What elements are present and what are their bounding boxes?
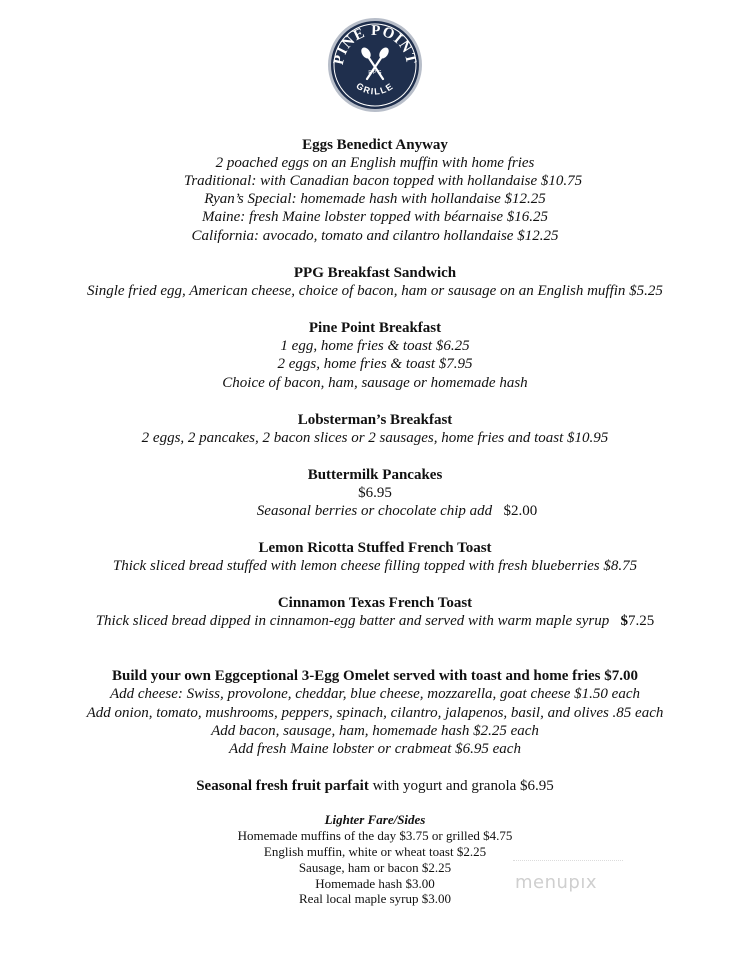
logo-bottom-text: GRILLE xyxy=(354,80,396,97)
pine-point-breakfast-title: Pine Point Breakfast xyxy=(308,320,442,336)
pancakes-addon-text: Seasonal berries or chocolate chip add xyxy=(256,503,493,519)
logo-monogram: P P G xyxy=(368,70,382,76)
lighter-fare-title: Lighter Fare/Sides xyxy=(324,812,426,827)
menu-line: Sausage, ham or bacon $2.25 xyxy=(298,860,452,875)
parfait-line xyxy=(0,777,750,795)
cinnamon-toast-title: Cinnamon Texas French Toast xyxy=(277,595,473,611)
menu-line: Thick sliced bread stuffed with lemon cheese filling topped with fresh blueberries $8.75 xyxy=(112,558,638,574)
cinnamon-toast-desc: Thick sliced bread dipped in cinnamon-egg batter and served with warm maple syrup xyxy=(95,613,610,629)
menu-line: 1 egg, home fries & toast $6.25 xyxy=(280,338,470,354)
menu-line: 2 eggs, home fries & toast $7.95 xyxy=(277,356,473,372)
lemon-ricotta-title: Lemon Ricotta Stuffed French Toast xyxy=(258,540,492,556)
menupix-watermark: menupıx xyxy=(515,872,598,893)
menu-line: Single fried egg, American cheese, choice of bacon, ham or sausage on an English muffin $5.25 xyxy=(87,283,663,299)
menu-line: 2 poached eggs on an English muffin with home fries xyxy=(215,155,535,171)
menu-line: Add onion, tomato, mushrooms, peppers, spinach, cilantro, jalapenos, basil, and olives .85 each xyxy=(86,705,664,721)
menu-line: California: avocado, tomato and cilantro hollandaise $12.25 xyxy=(191,228,559,244)
menu-line: Maine: fresh Maine lobster topped with béarnaise $16.25 xyxy=(201,209,549,225)
cinnamon-toast-desc-line xyxy=(0,612,750,630)
pine-point-grille-logo xyxy=(327,17,423,113)
watermark-divider xyxy=(513,860,623,861)
pancakes-addon xyxy=(22,502,750,520)
menu-line: English muffin, white or wheat toast $2.25 xyxy=(263,844,487,859)
menu-line: 2 eggs, 2 pancakes, 2 bacon slices or 2 sausages, home fries and toast $10.95 xyxy=(141,430,609,446)
cinnamon-toast-price-symbol: $ xyxy=(620,613,629,629)
menu-line: Add cheese: Swiss, provolone, cheddar, blue cheese, mozzarella, goat cheese $1.50 each xyxy=(109,686,640,702)
omelet-title: Build your own Eggceptional 3-Egg Omelet served with toast and home fries $7.00 xyxy=(112,668,638,684)
pancakes-price: $6.95 xyxy=(358,485,392,501)
menu-line: Traditional: with Canadian bacon topped with hollandaise $10.75 xyxy=(183,173,583,189)
eggs-benedict-title: Eggs Benedict Anyway xyxy=(302,137,448,153)
menu-line: Homemade muffins of the day $3.75 or grilled $4.75 xyxy=(237,828,513,843)
menu-line: Real local maple syrup $3.00 xyxy=(299,891,451,906)
pancakes-addon-price: $2.00 xyxy=(503,503,538,519)
parfait-title: Seasonal fresh fruit parfait xyxy=(196,778,369,794)
menu-line: Homemade hash $3.00 xyxy=(315,876,435,891)
menu-line: Add bacon, sausage, ham, homemade hash $2.25 each xyxy=(211,723,539,739)
lobsterman-title: Lobsterman’s Breakfast xyxy=(297,412,453,428)
pancakes-title: Buttermilk Pancakes xyxy=(307,467,443,483)
parfait-rest: with yogurt and granola $6.95 xyxy=(368,778,554,794)
ppg-sandwich-title: PPG Breakfast Sandwich xyxy=(293,265,457,281)
menu-line: Choice of bacon, ham, sausage or homemade hash xyxy=(222,375,528,391)
cinnamon-toast-price: 7.25 xyxy=(628,613,655,629)
menu-line: Ryan’s Special: homemade hash with hollandaise $12.25 xyxy=(204,191,546,207)
logo-top-text: PINE POINT xyxy=(330,22,420,67)
menu-line: Add fresh Maine lobster or crabmeat $6.95 each xyxy=(229,741,521,757)
